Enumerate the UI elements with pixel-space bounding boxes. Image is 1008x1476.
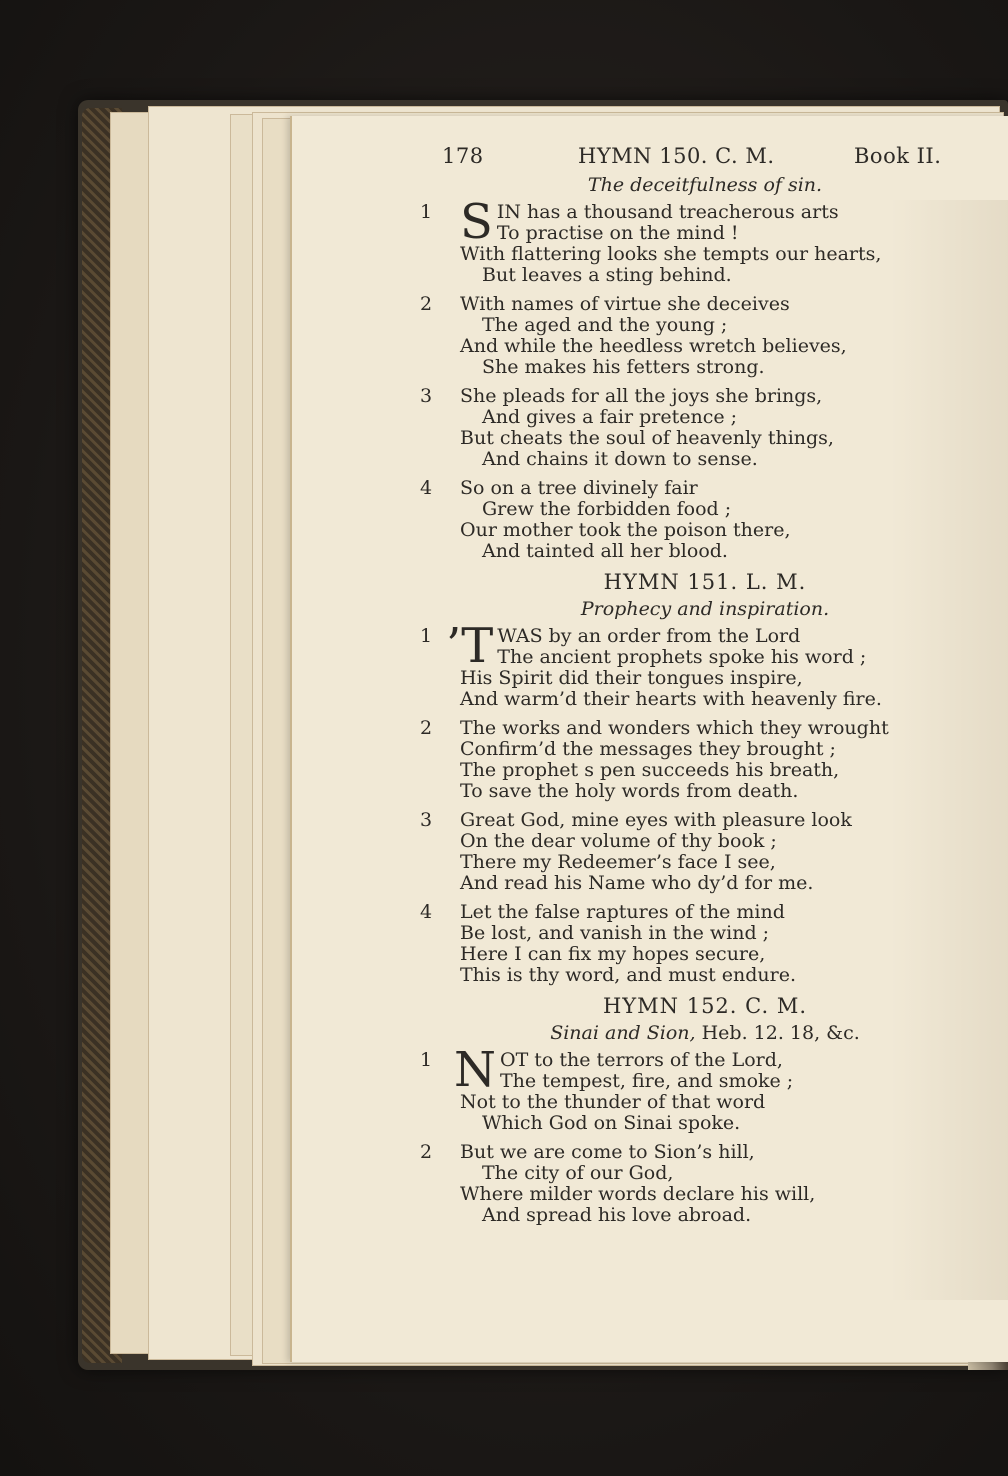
- hymn-subtitle: The deceitfulness of sin.: [587, 174, 823, 196]
- verse-line: The works and wonders which they wrought: [460, 717, 889, 739]
- verse-line: There my Redeemer’s face I see,: [460, 851, 776, 873]
- verse-line: But we are come to Sion’s hill,: [460, 1141, 755, 1163]
- hymn-subtitle-text: Sinai and Sion,: [550, 1022, 696, 1044]
- stanza-number: 4: [420, 901, 433, 923]
- book-label: Book II.: [854, 144, 942, 168]
- stanza: [420, 478, 980, 562]
- verse-line: And chains it down to sense.: [482, 448, 758, 470]
- verse-line: To save the holy words from death.: [460, 780, 799, 802]
- verse-line: With flattering looks she tempts our hearts,: [460, 243, 882, 265]
- hymn-heading: HYMN 151. L. M.: [603, 570, 807, 594]
- verse-line: The ancient prophets spoke his word ;: [497, 646, 867, 668]
- drop-cap: S: [460, 202, 493, 244]
- hymn-subtitle: Prophecy and inspiration.: [580, 598, 830, 620]
- verse-line: Which God on Sinai spoke.: [482, 1112, 741, 1134]
- verse-line: The tempest, fire, and smoke ;: [500, 1070, 794, 1092]
- verse-line: OT to the terrors of the Lord,: [500, 1050, 783, 1071]
- stanza: [420, 1050, 980, 1134]
- stanza-number: 3: [420, 385, 433, 407]
- verse-line: And tainted all her blood.: [482, 540, 728, 562]
- stanza-number: 2: [420, 1141, 433, 1163]
- stanza: [420, 202, 980, 286]
- stanza-number: 1: [420, 625, 433, 647]
- verse-line: Not to the thunder of that word: [460, 1091, 766, 1113]
- verse-line: And warm’d their hearts with heavenly fire.: [460, 688, 882, 710]
- stanza-number: 3: [420, 809, 433, 831]
- stanza: [420, 718, 980, 802]
- verse-line: On the dear volume of thy book ;: [460, 830, 777, 852]
- verse-line: To practise on the mind !: [496, 222, 739, 244]
- verse-line: Our mother took the poison there,: [460, 519, 791, 541]
- verse-line: The aged and the young ;: [482, 314, 728, 336]
- stanza: [420, 386, 980, 470]
- verse-line: But leaves a sting behind.: [482, 264, 732, 286]
- stanza: [420, 810, 980, 894]
- page-number: 178: [442, 144, 484, 168]
- drop-cap: ’T: [446, 626, 494, 668]
- running-head: [420, 140, 980, 174]
- stanza-number: 4: [420, 477, 433, 499]
- hymn-heading: HYMN 152. C. M.: [602, 994, 807, 1018]
- verse-line: Let the false raptures of the mind: [460, 901, 785, 923]
- verse-line: IN has a thousand treacherous arts: [496, 202, 839, 223]
- stanza-number: 2: [420, 293, 433, 315]
- verse-line: Be lost, and vanish in the wind ;: [460, 922, 770, 944]
- stanza-number: 1: [420, 201, 433, 223]
- verse-line: His Spirit did their tongues inspire,: [460, 667, 803, 689]
- running-title: HYMN 150. C. M.: [578, 144, 775, 168]
- verse-line: And gives a fair pretence ;: [482, 406, 738, 428]
- verse-line: Where milder words declare his will,: [460, 1183, 816, 1205]
- scripture-reference: Heb. 12. 18, &c.: [695, 1022, 860, 1044]
- stanza: [420, 902, 980, 986]
- verse-line: Great God, mine eyes with pleasure look: [460, 809, 852, 831]
- verse-line: And while the heedless wretch believes,: [460, 335, 847, 357]
- verse-line: With names of virtue she deceives: [460, 293, 790, 315]
- stanza: [420, 1142, 980, 1226]
- verse-line: She makes his fetters strong.: [482, 356, 765, 378]
- verse-line: And spread his love abroad.: [482, 1204, 752, 1226]
- page-text: [420, 140, 980, 1234]
- hymn-subtitle: [420, 1022, 980, 1044]
- verse-line: But cheats the soul of heavenly things,: [460, 427, 834, 449]
- verse-line: This is thy word, and must endure.: [460, 964, 797, 986]
- stanza: [420, 626, 980, 710]
- stanza-number: 2: [420, 717, 433, 739]
- verse-line: She pleads for all the joys she brings,: [460, 385, 823, 407]
- verse-line: Confirm’d the messages they brought ;: [460, 738, 836, 760]
- drop-cap: N: [454, 1050, 496, 1092]
- verse-line: Grew the forbidden food ;: [482, 498, 732, 520]
- stanza: [420, 294, 980, 378]
- verse-line: The city of our God,: [482, 1162, 674, 1184]
- verse-line: Here I can fix my hopes secure,: [460, 943, 766, 965]
- verse-line: And read his Name who dy’d for me.: [460, 872, 814, 894]
- verse-line: So on a tree divinely fair: [460, 477, 698, 499]
- stanza-number: 1: [420, 1049, 433, 1071]
- verse-line: WAS by an order from the Lord: [497, 626, 801, 647]
- verse-line: The prophet s pen succeeds his breath,: [460, 759, 840, 781]
